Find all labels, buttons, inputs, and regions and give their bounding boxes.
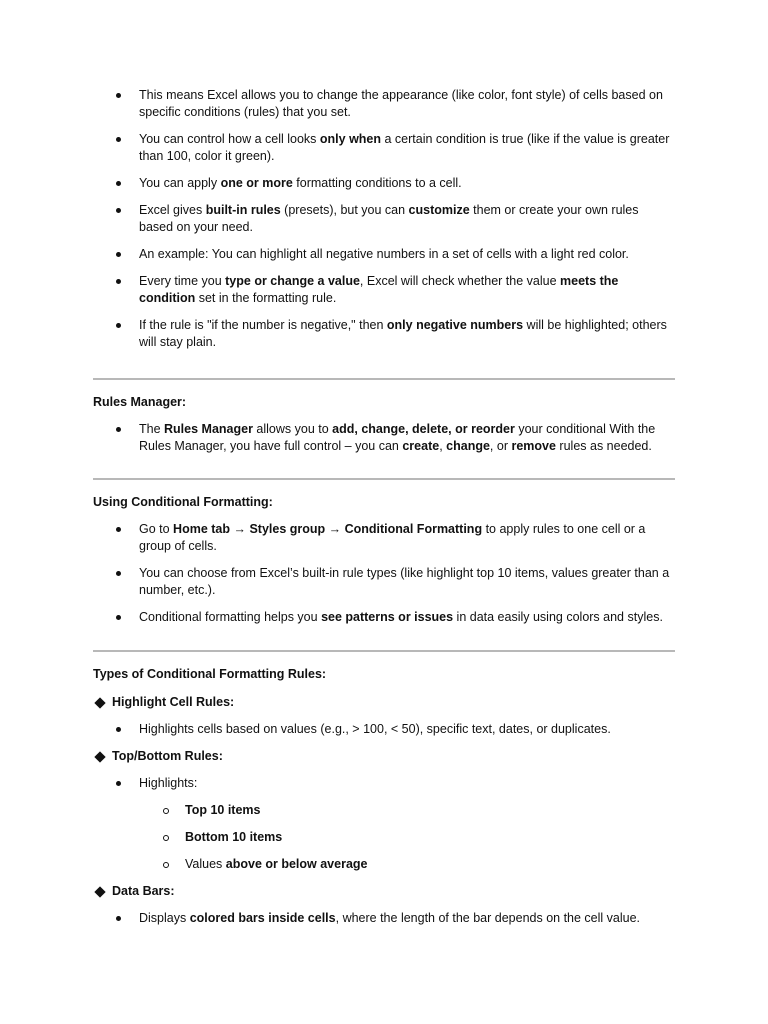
list-item [93,565,675,599]
list-item [93,87,675,121]
bold-text: remove [511,439,556,453]
bullet-icon [116,323,121,328]
data-bars-bullet-list [93,910,675,927]
text: , Excel will check whether the value [359,274,561,288]
top-bottom-sub-list [93,802,675,873]
bold-text: Top 10 items [185,803,261,817]
using-cf-section [93,494,675,636]
diamond-icon [94,697,105,708]
list-item: Highlights cells based on values (e.g., > 100, < 50), specific text, dates, or duplicates. [93,721,675,738]
rules-manager-section [93,394,675,465]
bullet-icon [116,571,121,576]
text: will be highlighted; others will stay plain. [139,318,667,349]
rules-manager-bullet-list [93,421,675,455]
text: a certain condition is true (like if the value is greater than 100, color it green). [139,132,670,163]
data-bars-heading: Data Bars: [93,883,675,900]
text: You can control how a cell looks [139,132,320,146]
bullet-icon [116,279,121,284]
section-divider [93,650,675,652]
text: allows you to [252,422,333,436]
bullet-icon [116,208,121,213]
list-item [93,273,675,307]
top-bottom-bullet-list [93,775,675,792]
bold-text: customize [408,203,470,217]
section-divider [93,378,675,380]
top-bottom-rules-heading: Top/Bottom Rules: [93,748,675,765]
bold-text: change [446,439,490,453]
bullet-icon [116,252,121,257]
text: , where the length of the bar depends on the cell value. [335,911,641,925]
intro-section [93,87,675,361]
text: your conditional With the Rules Manager, you have full control – you can [139,422,656,453]
bold-text: built-in rules [205,203,281,217]
bold-text: above or below average [225,857,368,871]
text: rules as needed. [555,439,652,453]
text: You can choose from Excel’s built-in rule types (like highlight top 10 items, values greater than a number, etc.). [139,566,670,597]
bullet-icon [116,916,121,921]
bullet-icon [116,427,121,432]
text: Go to [139,522,174,536]
diamond-icon [94,751,105,762]
text: Conditional formatting helps you [139,610,322,624]
bold-text: Bottom 10 items [185,830,283,844]
bold-text: only when [319,132,382,146]
diamond-icon [94,886,105,897]
text: Every time you [139,274,226,288]
text: to apply rules to one cell or a group of cells. [139,522,646,553]
list-item [93,202,675,236]
text: Displays [139,911,190,925]
bullet-icon [116,781,121,786]
bold-text: one or more [220,176,293,190]
circle-bullet-icon [163,808,169,814]
types-section [93,666,675,937]
text: You can apply [139,176,221,190]
sub-list-item [93,856,675,873]
highlight-cell-rules-heading: Highlight Cell Rules: [93,694,675,711]
list-item [93,910,675,927]
rules-manager-heading: Rules Manager: [93,395,187,409]
bullet-icon [116,615,121,620]
list-item: Highlights: [93,775,675,792]
bold-text: see patterns or issues [321,610,454,624]
text: in data easily using colors and styles. [453,610,663,624]
text: , [439,439,447,453]
bold-text: only negative numbers [386,318,524,332]
list-item [93,421,675,455]
text: The [139,422,165,436]
bold-text: add, change, delete, or reorder [332,422,515,436]
text: Values [185,857,226,871]
bold-text: Home tab → Styles group → Conditional Formatting [173,522,483,536]
list-item [93,521,675,555]
list-item [93,175,675,192]
text: This means Excel allows you to change the appearance (like color, font style) of cells based on specific conditions (rules) that you set. [139,88,663,119]
bullet-icon [116,93,121,98]
list-item [93,317,675,351]
using-cf-heading: Using Conditional Formatting: [93,495,273,509]
intro-bullet-list [93,87,675,351]
section-divider [93,478,675,480]
bullet-icon [116,181,121,186]
text: formatting conditions to a cell. [292,176,462,190]
list-item [93,609,675,626]
list-item [93,246,675,263]
bold-text: Rules Manager [164,422,253,436]
text: An example: You can highlight all negative numbers in a set of cells with a light red color. [139,247,629,261]
bold-text: meets the condition [139,274,619,305]
list-item [93,131,675,165]
bullet-icon [116,527,121,532]
bullet-icon [116,727,121,732]
sub-list-item [93,829,675,846]
text: If the rule is "if the number is negative," then [139,318,387,332]
text: (presets), but you can [280,203,409,217]
text: set in the formatting rule. [195,291,337,305]
text: , or [489,439,512,453]
text: Excel gives [139,203,206,217]
bullet-icon [116,137,121,142]
bold-text: type or change a value [225,274,360,288]
circle-bullet-icon [163,835,169,841]
sub-list-item [93,802,675,819]
bold-text: create [402,439,440,453]
types-heading: Types of Conditional Formatting Rules: [93,667,327,681]
text: them or create your own rules based on your need. [139,203,639,234]
highlight-cell-bullet-list [93,721,675,738]
using-cf-bullet-list [93,521,675,626]
bold-text: colored bars inside cells [189,911,336,925]
circle-bullet-icon [163,862,169,868]
